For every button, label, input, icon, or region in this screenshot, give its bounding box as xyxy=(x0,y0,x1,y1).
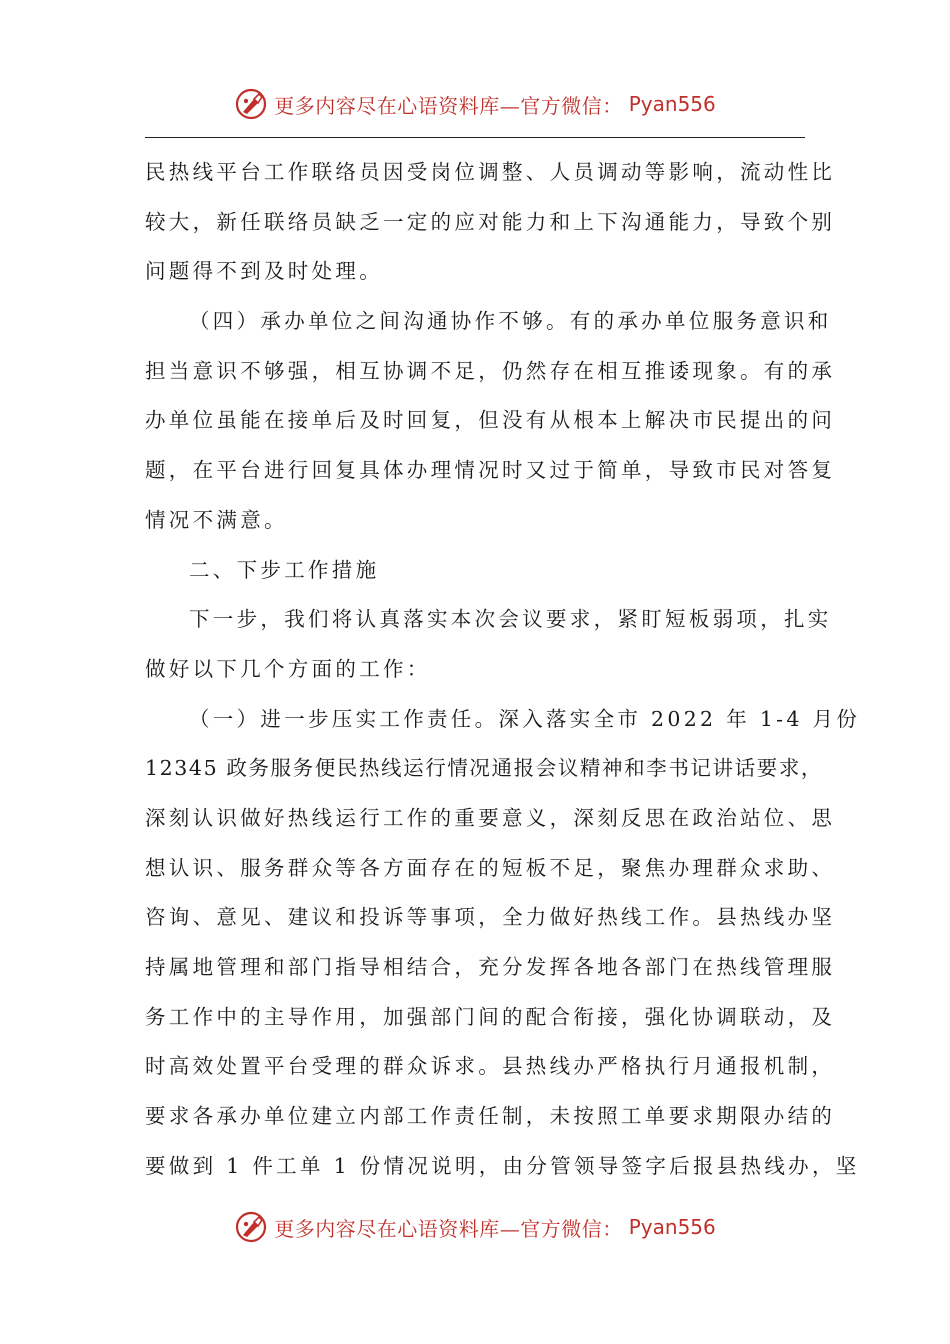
text-line: 民热线平台工作联络员因受岗位调整、人员调动等影响，流动性比 xyxy=(145,160,836,184)
pen-nib-logo-icon xyxy=(234,87,268,121)
text-line: 情况不满意。 xyxy=(145,507,288,532)
text-line: 深刻认识做好热线运行工作的重要意义，深刻反思在政治站位、思 xyxy=(145,805,836,830)
page-header xyxy=(0,82,950,126)
text-line: 要做到 1 件工单 1 份情况说明，由分管领导签字后报县热线办，坚 xyxy=(145,1153,860,1178)
text-line: 做好以下几个方面的工作： xyxy=(145,656,431,681)
text-line: 务工作中的主导作用，加强部门间的配合衔接，强化协调联动，及 xyxy=(145,1004,836,1029)
text-line: 担当意识不够强，相互协调不足，仍然存在相互推诿现象。有的承 xyxy=(145,358,836,383)
text-line: 持属地管理和部门指导相结合，充分发挥各地各部门在热线管理服 xyxy=(145,955,836,979)
paragraph-start: 下一步，我们将认真落实本次会议要求，紧盯短板弱项，扎实 xyxy=(189,607,832,632)
footer-wechat-id: Pyan556 xyxy=(628,1215,716,1239)
header-wechat-id: Pyan556 xyxy=(628,92,716,116)
document-body xyxy=(145,148,861,1191)
header-divider xyxy=(145,137,805,138)
header-banner-text: 更多内容尽在心语资料库—官方微信： xyxy=(274,93,623,118)
section-heading-four: （四）承办单位之间沟通协作不够。有的承办单位服务意识和 xyxy=(189,309,832,334)
text-line: 咨询、意见、建议和投诉等事项，全力做好热线工作。县热线办坚 xyxy=(145,905,836,930)
text-line: 办单位虽能在接单后及时回复，但没有从根本上解决市民提出的问 xyxy=(145,408,836,433)
pen-nib-logo-icon xyxy=(234,1210,268,1244)
page-footer xyxy=(0,1205,950,1249)
section-heading-one: （一）进一步压实工作责任。深入落实全市 2022 年 1-4 月份 xyxy=(189,706,861,731)
text-line: 问题得不到及时处理。 xyxy=(145,259,383,284)
section-heading-two: 二、下步工作措施 xyxy=(189,557,380,582)
footer-banner xyxy=(234,1210,716,1244)
header-banner xyxy=(234,87,716,121)
text-line: 要求各承办单位建立内部工作责任制，未按照工单要求期限办结的 xyxy=(145,1104,836,1129)
text-line: 想认识、服务群众等各方面存在的短板不足，聚焦办理群众求助、 xyxy=(145,855,836,880)
text-line: 时高效处置平台受理的群众诉求。县热线办严格执行月通报机制， xyxy=(145,1054,836,1079)
text-line: 题，在平台进行回复具体办理情况时又过于简单，导致市民对答复 xyxy=(145,458,836,483)
text-line: 12345 政务服务便民热线运行情况通报会议精神和李书记讲话要求， xyxy=(145,756,824,781)
text-line: 较大，新任联络员缺乏一定的应对能力和上下沟通能力，导致个别 xyxy=(145,209,836,234)
footer-banner-text: 更多内容尽在心语资料库—官方微信： xyxy=(274,1216,623,1241)
